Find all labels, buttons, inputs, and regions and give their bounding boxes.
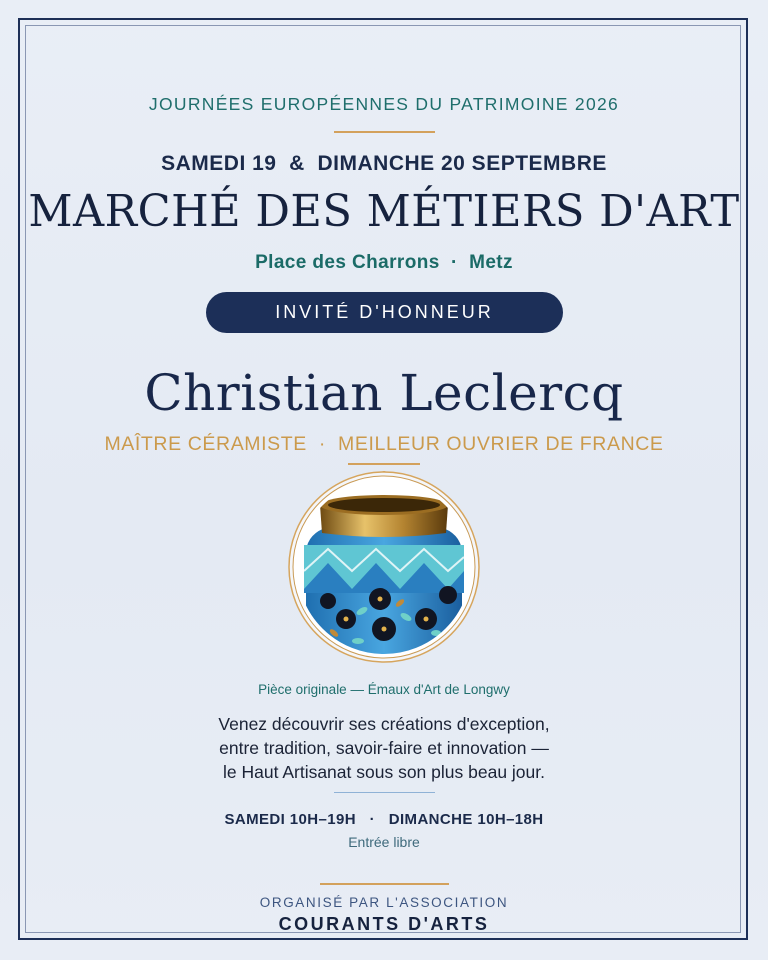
gold-divider-top — [334, 131, 435, 133]
description-line: entre tradition, savoir-faire et innovation — — [219, 738, 549, 758]
gold-divider-bottom — [320, 883, 449, 885]
guest-of-honor-badge: INVITÉ D'HONNEUR — [206, 292, 563, 333]
guest-titles: MAÎTRE CÉRAMISTE · MEILLEUR OUVRIER DE FRANCE — [104, 433, 664, 455]
event-series: JOURNÉES EUROPÉENNES DU PATRIMOINE 2026 — [148, 94, 620, 114]
event-dates: SAMEDI 19 & DIMANCHE 20 SEPTEMBRE — [161, 152, 607, 175]
gold-divider-ornament — [348, 463, 420, 465]
guest-name: Christian Leclercq — [144, 364, 624, 422]
image-caption: Pièce originale — Émaux d'Art de Longwy — [258, 682, 510, 697]
event-title: MARCHÉ DES MÉTIERS D'ART — [28, 186, 740, 237]
ceramic-vase-photo — [288, 471, 480, 663]
event-description — [0, 712, 768, 784]
event-location: Place des Charrons · Metz — [255, 252, 513, 273]
organizer-label: ORGANISÉ PAR L'ASSOCIATION — [259, 895, 509, 910]
admission-info: Entrée libre — [348, 834, 420, 850]
description-line: le Haut Artisanat sous son plus beau jour. — [222, 762, 545, 782]
description-line: Venez découvrir ses créations d'exception, — [218, 714, 550, 734]
blue-divider — [334, 792, 435, 793]
opening-hours: SAMEDI 10H–19H · DIMANCHE 10H–18H — [224, 811, 544, 828]
organizer-name: COURANTS D'ARTS — [278, 914, 490, 934]
